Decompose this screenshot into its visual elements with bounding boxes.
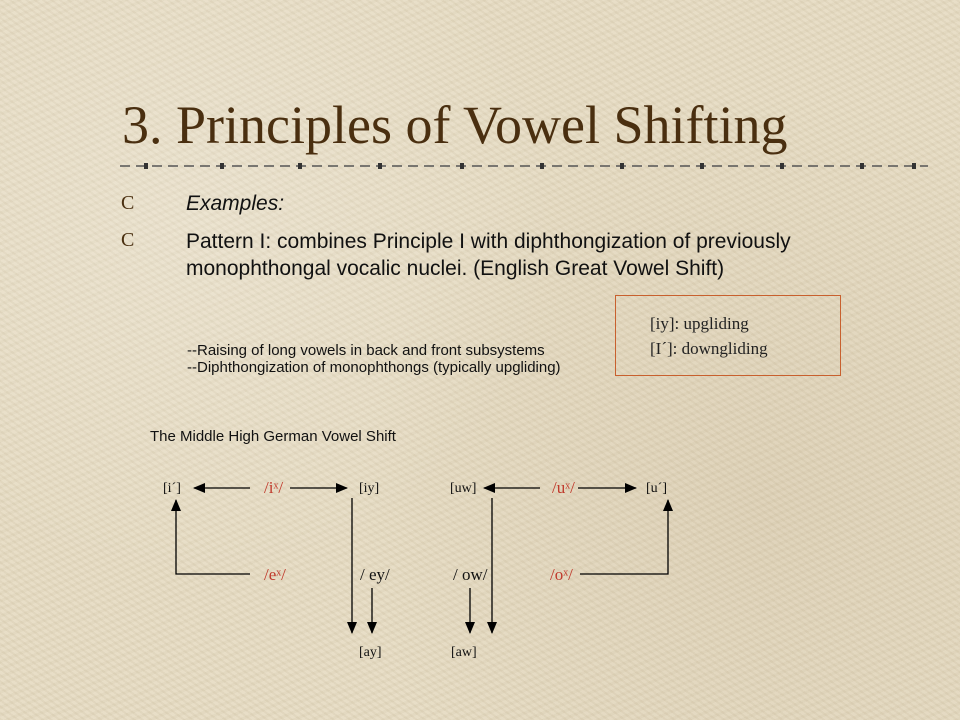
node-u-long: [uˊ] [646,481,667,496]
note-downgliding: [Iˊ]: downgliding [650,339,768,358]
bullet-marker: C [121,192,135,214]
node-ux: /uˣ/ [552,478,575,497]
node-ey: / ey/ [360,565,390,584]
slide-title: 3. Principles of Vowel Shifting [122,95,788,155]
node-iy: [iy] [359,481,380,496]
arrow-ex-to-i [176,500,250,574]
sub-line-raising: --Raising of long vowels in back and front subsystems [187,342,545,359]
node-ow: / ow/ [453,565,488,584]
node-aw: [aw] [451,645,477,660]
bullet-examples: Examples: [186,192,285,215]
node-ex: /eˣ/ [264,565,286,584]
node-uw: [uw] [450,481,477,496]
node-ix: /iˣ/ [264,478,284,497]
node-ox: /oˣ/ [550,565,573,584]
node-ay: [ay] [359,645,382,660]
node-i-long: [iˊ] [163,481,181,496]
sub-line-diphthongization: --Diphthongization of monophthongs (typically upgliding) [187,359,561,376]
diagram-title: The Middle High German Vowel Shift [150,428,396,445]
note-upgliding: [iy]: upgliding [650,314,749,333]
bullet-marker: C [121,229,135,251]
bullet-pattern-one: Pattern I: combines Principle I with diphthongization of previously monophthongal vocalic nuclei. (English Great Vowel Shift) [186,230,791,280]
arrow-ox-to-u [580,500,668,574]
